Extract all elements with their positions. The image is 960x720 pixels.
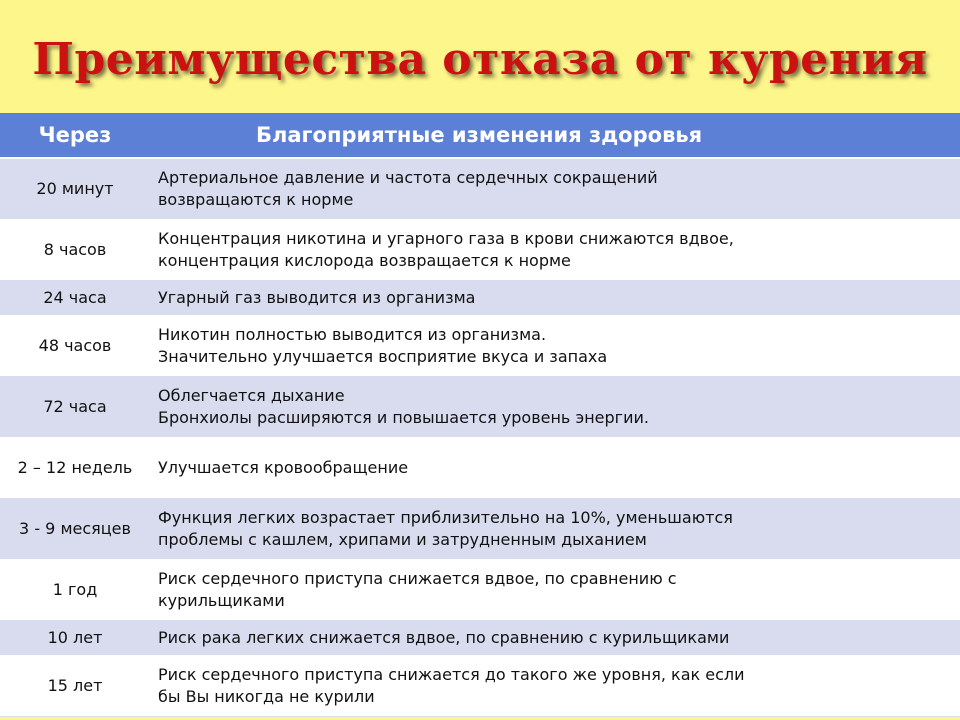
benefit-line: Облегчается дыхание	[158, 386, 345, 405]
benefit-line: Риск сердечного приступа снижается до такого же уровня, как если	[158, 665, 745, 684]
table-row	[0, 220, 960, 281]
benefit-cell	[150, 560, 960, 621]
time-cell: 24 часа	[0, 281, 150, 316]
benefit-cell	[150, 316, 960, 377]
time-cell: 10 лет	[0, 621, 150, 656]
time-cell: 20 минут	[0, 158, 150, 220]
benefit-line: Значительно улучшается восприятие вкуса и запаха	[158, 347, 608, 366]
benefit-line: Риск сердечного приступа снижается вдвое, по сравнению с	[158, 569, 677, 588]
benefit-cell	[150, 656, 960, 717]
table-row	[0, 499, 960, 560]
benefit-line: Риск рака легких снижается вдвое, по сравнению с курильщиками	[158, 628, 730, 647]
benefit-line: Артериальное давление и частота сердечных сокращений	[158, 168, 658, 187]
benefit-line: Никотин полностью выводится из организма.	[158, 325, 547, 344]
benefit-line: возвращаются к норме	[158, 190, 354, 209]
table-row	[0, 316, 960, 377]
benefit-line: концентрация кислорода возвращается к норме	[158, 251, 571, 270]
time-cell: 48 часов	[0, 316, 150, 377]
benefit-line: Угарный газ выводится из организма	[158, 288, 476, 307]
table-row	[0, 377, 960, 438]
benefit-cell	[150, 281, 960, 316]
table-header-row	[0, 113, 960, 158]
table-row	[0, 158, 960, 220]
time-cell: 72 часа	[0, 377, 150, 438]
benefit-line: бы Вы никогда не курили	[158, 687, 375, 706]
time-cell: 1 год	[0, 560, 150, 621]
slide-title: Преимущества отказа от курения	[32, 34, 928, 85]
benefit-cell	[150, 621, 960, 656]
table-row	[0, 281, 960, 316]
benefit-cell	[150, 220, 960, 281]
benefit-cell	[150, 499, 960, 560]
benefit-line: Функция легких возрастает приблизительно на 10%, уменьшаются	[158, 508, 733, 527]
table-row	[0, 656, 960, 717]
benefit-line: курильщиками	[158, 591, 285, 610]
benefit-cell	[150, 158, 960, 220]
table-row	[0, 560, 960, 621]
benefit-line: Концентрация никотина и угарного газа в крови снижаются вдвое,	[158, 229, 734, 248]
time-cell: 3 - 9 месяцев	[0, 499, 150, 560]
benefit-line: Бронхиолы расширяются и повышается уровень энергии.	[158, 408, 649, 427]
header-benefits: Благоприятные изменения здоровья	[150, 113, 960, 158]
benefit-cell	[150, 377, 960, 438]
time-cell: 15 лет	[0, 656, 150, 717]
benefit-line: Улучшается кровообращение	[158, 458, 409, 477]
time-cell: 8 часов	[0, 220, 150, 281]
table-row	[0, 621, 960, 656]
benefit-line: проблемы с кашлем, хрипами и затрудненным дыханием	[158, 530, 647, 549]
time-cell: 2 – 12 недель	[0, 438, 150, 499]
header-time: Через	[0, 113, 150, 158]
benefit-cell	[150, 438, 960, 499]
benefits-table	[0, 113, 960, 717]
table-row	[0, 438, 960, 499]
